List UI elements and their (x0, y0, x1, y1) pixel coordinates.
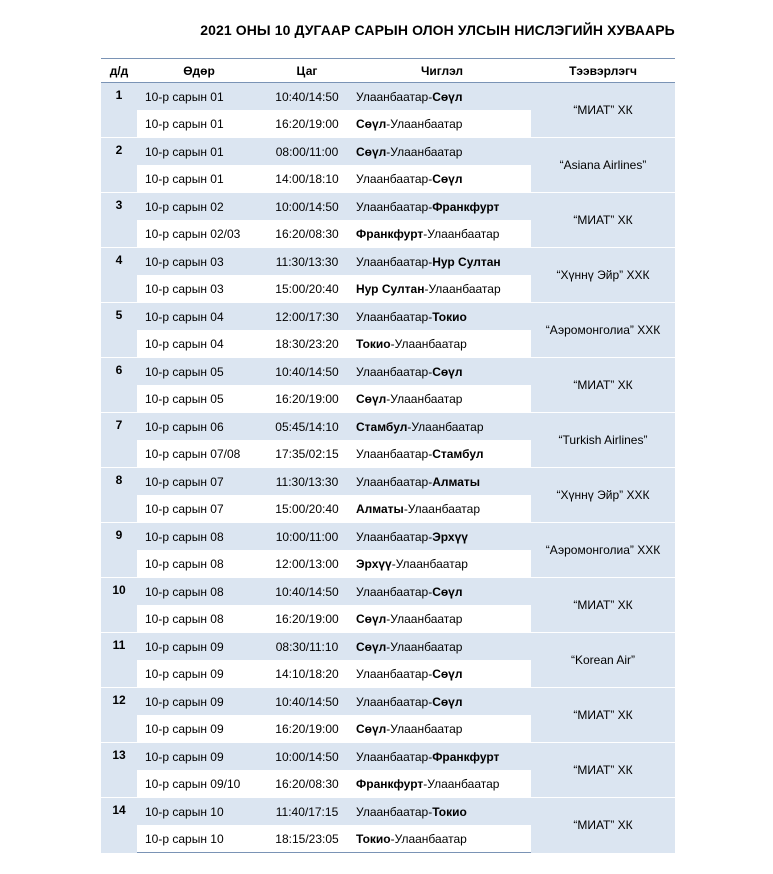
date-cell: 10-р сарын 07 (137, 468, 261, 496)
flight-row (101, 688, 675, 716)
date-cell: 10-р сарын 09 (137, 633, 261, 661)
route-origin: Улаанбаатар- (356, 584, 433, 599)
flight-number-cell: 3 (101, 193, 137, 248)
header-date: Өдөр (137, 59, 261, 83)
route-destination: -Улаанбаатар (390, 336, 467, 351)
date-cell: 10-р сарын 09 (137, 743, 261, 771)
schedule-body (101, 83, 675, 853)
route-destination: Сөүл (432, 89, 463, 104)
time-cell: 12:00/13:00 (261, 550, 353, 578)
route-cell (353, 440, 531, 468)
date-cell: 10-р сарын 08 (137, 578, 261, 606)
time-cell: 11:30/13:30 (261, 248, 353, 276)
route-cell (353, 413, 531, 441)
route-cell (353, 633, 531, 661)
route-destination: -Улаанбаатар (386, 611, 463, 626)
route-cell (353, 385, 531, 413)
route-origin: Сөүл (356, 391, 387, 406)
route-cell (353, 303, 531, 331)
route-cell (353, 110, 531, 138)
carrier-cell: “МИАТ” ХК (531, 688, 675, 743)
time-cell: 10:40/14:50 (261, 578, 353, 606)
time-cell: 08:30/11:10 (261, 633, 353, 661)
header-row (101, 59, 675, 83)
route-cell (353, 770, 531, 798)
time-cell: 10:00/11:00 (261, 523, 353, 551)
route-destination: Токио (432, 804, 467, 819)
route-destination: Эрхүү (432, 529, 468, 544)
route-origin: Франкфурт (356, 226, 424, 241)
route-destination: Стамбул (432, 446, 484, 461)
date-cell: 10-р сарын 05 (137, 358, 261, 386)
time-cell: 10:40/14:50 (261, 688, 353, 716)
flight-number-cell: 6 (101, 358, 137, 413)
route-origin: Токио (356, 831, 391, 846)
schedule-table (101, 58, 675, 853)
time-cell: 16:20/19:00 (261, 110, 353, 138)
route-destination: Франкфурт (432, 199, 500, 214)
carrier-cell: “Хүннү Эйр” ХХК (531, 248, 675, 303)
flight-row (101, 798, 675, 826)
route-cell (353, 743, 531, 771)
flight-number-cell: 12 (101, 688, 137, 743)
date-cell: 10-р сарын 09 (137, 715, 261, 743)
flight-row (101, 633, 675, 661)
flight-number-cell: 5 (101, 303, 137, 358)
flight-number-cell: 7 (101, 413, 137, 468)
route-destination: Сөүл (432, 171, 463, 186)
route-origin: Улаанбаатар- (356, 309, 433, 324)
route-cell (353, 220, 531, 248)
flight-row (101, 413, 675, 441)
flight-row (101, 358, 675, 386)
carrier-cell: “МИАТ” ХК (531, 798, 675, 853)
route-cell (353, 660, 531, 688)
flight-number-cell: 11 (101, 633, 137, 688)
time-cell: 10:40/14:50 (261, 358, 353, 386)
route-origin: Улаанбаатар- (356, 749, 433, 764)
time-cell: 15:00/20:40 (261, 275, 353, 303)
flight-row (101, 743, 675, 771)
route-destination: Сөүл (432, 666, 463, 681)
flight-number-cell: 9 (101, 523, 137, 578)
carrier-cell: “Korean Air” (531, 633, 675, 688)
route-cell (353, 358, 531, 386)
route-cell (353, 523, 531, 551)
route-destination: -Улаанбаатар (386, 721, 463, 736)
time-cell: 14:00/18:10 (261, 165, 353, 193)
route-cell (353, 193, 531, 221)
carrier-cell: “Аэромонголиа” ХХК (531, 523, 675, 578)
route-cell (353, 165, 531, 193)
route-origin: Сөүл (356, 611, 387, 626)
date-cell: 10-р сарын 09/10 (137, 770, 261, 798)
time-cell: 10:00/14:50 (261, 193, 353, 221)
route-destination: -Улаанбаатар (386, 391, 463, 406)
route-cell (353, 138, 531, 166)
date-cell: 10-р сарын 04 (137, 303, 261, 331)
route-cell (353, 248, 531, 276)
flight-row (101, 523, 675, 551)
date-cell: 10-р сарын 07 (137, 495, 261, 523)
route-origin: Сөүл (356, 144, 387, 159)
flight-number-cell: 1 (101, 83, 137, 138)
date-cell: 10-р сарын 02/03 (137, 220, 261, 248)
header-route: Чиглэл (353, 59, 531, 83)
route-cell (353, 495, 531, 523)
date-cell: 10-р сарын 03 (137, 248, 261, 276)
date-cell: 10-р сарын 01 (137, 83, 261, 111)
time-cell: 16:20/08:30 (261, 220, 353, 248)
route-origin: Улаанбаатар- (356, 171, 433, 186)
flight-row (101, 83, 675, 111)
date-cell: 10-р сарын 02 (137, 193, 261, 221)
date-cell: 10-р сарын 09 (137, 660, 261, 688)
route-cell (353, 825, 531, 853)
flight-row (101, 248, 675, 276)
time-cell: 16:20/19:00 (261, 715, 353, 743)
route-origin: Улаанбаатар- (356, 254, 433, 269)
route-destination: Токио (432, 309, 467, 324)
route-destination: Франкфурт (432, 749, 500, 764)
time-cell: 11:30/13:30 (261, 468, 353, 496)
flight-row (101, 303, 675, 331)
flight-number-cell: 14 (101, 798, 137, 853)
date-cell: 10-р сарын 09 (137, 688, 261, 716)
flight-number-cell: 13 (101, 743, 137, 798)
route-origin: Сөүл (356, 639, 387, 654)
date-cell: 10-р сарын 08 (137, 523, 261, 551)
date-cell: 10-р сарын 01 (137, 110, 261, 138)
route-cell (353, 798, 531, 826)
route-destination: Сөүл (432, 694, 463, 709)
flight-row (101, 138, 675, 166)
route-destination: -Улаанбаатар (386, 144, 463, 159)
route-origin: Токио (356, 336, 391, 351)
route-destination: -Улаанбаатар (390, 831, 467, 846)
date-cell: 10-р сарын 08 (137, 550, 261, 578)
flight-row (101, 578, 675, 606)
time-cell: 10:40/14:50 (261, 83, 353, 111)
flight-number-cell: 2 (101, 138, 137, 193)
route-origin: Стамбул (356, 419, 408, 434)
route-origin: Улаанбаатар- (356, 474, 433, 489)
route-destination: Сөүл (432, 364, 463, 379)
header-carrier: Тээвэрлэгч (531, 59, 675, 83)
route-origin: Улаанбаатар- (356, 529, 433, 544)
route-cell (353, 578, 531, 606)
route-cell (353, 605, 531, 633)
route-origin: Нур Султан (356, 281, 425, 296)
route-origin: Улаанбаатар- (356, 666, 433, 681)
time-cell: 18:15/23:05 (261, 825, 353, 853)
route-origin: Улаанбаатар- (356, 364, 433, 379)
flight-number-cell: 4 (101, 248, 137, 303)
route-cell (353, 83, 531, 111)
route-destination: -Улаанбаатар (423, 776, 500, 791)
route-origin: Улаанбаатар- (356, 694, 433, 709)
carrier-cell: “МИАТ” ХК (531, 358, 675, 413)
flight-row (101, 193, 675, 221)
time-cell: 16:20/19:00 (261, 385, 353, 413)
time-cell: 10:00/14:50 (261, 743, 353, 771)
time-cell: 16:20/19:00 (261, 605, 353, 633)
route-destination: -Улаанбаатар (386, 116, 463, 131)
route-destination: -Улаанбаатар (407, 419, 484, 434)
route-origin: Улаанбаатар- (356, 446, 433, 461)
header-no: д/д (101, 59, 137, 83)
date-cell: 10-р сарын 10 (137, 825, 261, 853)
flight-number-cell: 10 (101, 578, 137, 633)
route-destination: -Улаанбаатар (386, 639, 463, 654)
route-cell (353, 275, 531, 303)
date-cell: 10-р сарын 01 (137, 165, 261, 193)
date-cell: 10-р сарын 05 (137, 385, 261, 413)
date-cell: 10-р сарын 06 (137, 413, 261, 441)
route-cell (353, 330, 531, 358)
date-cell: 10-р сарын 07/08 (137, 440, 261, 468)
date-cell: 10-р сарын 04 (137, 330, 261, 358)
carrier-cell: “МИАТ” ХК (531, 743, 675, 798)
route-origin: Улаанбаатар- (356, 199, 433, 214)
route-cell (353, 468, 531, 496)
page-title: 2021 ОНЫ 10 ДУГААР САРЫН ОЛОН УЛСЫН НИСЛЭГИЙН ХУВААРЬ (200, 22, 675, 38)
header-time: Цаг (261, 59, 353, 83)
route-origin: Эрхүү (356, 556, 392, 571)
route-origin: Сөүл (356, 721, 387, 736)
date-cell: 10-р сарын 03 (137, 275, 261, 303)
time-cell: 16:20/08:30 (261, 770, 353, 798)
time-cell: 18:30/23:20 (261, 330, 353, 358)
route-origin: Улаанбаатар- (356, 804, 433, 819)
time-cell: 14:10/18:20 (261, 660, 353, 688)
time-cell: 12:00/17:30 (261, 303, 353, 331)
time-cell: 15:00/20:40 (261, 495, 353, 523)
time-cell: 05:45/14:10 (261, 413, 353, 441)
carrier-cell: “МИАТ” ХК (531, 83, 675, 138)
route-cell (353, 550, 531, 578)
carrier-cell: “Хүннү Эйр” ХХК (531, 468, 675, 523)
route-destination: -Улаанбаатар (403, 501, 480, 516)
route-destination: -Улаанбаатар (424, 281, 501, 296)
carrier-cell: “Asiana Airlines” (531, 138, 675, 193)
route-destination: Сөүл (432, 584, 463, 599)
route-origin: Сөүл (356, 116, 387, 131)
carrier-cell: “МИАТ” ХК (531, 193, 675, 248)
route-cell (353, 715, 531, 743)
date-cell: 10-р сарын 10 (137, 798, 261, 826)
route-cell (353, 688, 531, 716)
carrier-cell: “Turkish Airlines” (531, 413, 675, 468)
flight-number-cell: 8 (101, 468, 137, 523)
route-origin: Алматы (356, 501, 404, 516)
route-destination: -Улаанбаатар (423, 226, 500, 241)
date-cell: 10-р сарын 01 (137, 138, 261, 166)
date-cell: 10-р сарын 08 (137, 605, 261, 633)
route-destination: Алматы (432, 474, 480, 489)
time-cell: 08:00/11:00 (261, 138, 353, 166)
route-origin: Улаанбаатар- (356, 89, 433, 104)
carrier-cell: “Аэромонголиа” ХХК (531, 303, 675, 358)
route-destination: -Улаанбаатар (391, 556, 468, 571)
time-cell: 17:35/02:15 (261, 440, 353, 468)
carrier-cell: “МИАТ” ХК (531, 578, 675, 633)
flight-row (101, 468, 675, 496)
route-origin: Франкфурт (356, 776, 424, 791)
time-cell: 11:40/17:15 (261, 798, 353, 826)
route-destination: Нур Султан (432, 254, 501, 269)
